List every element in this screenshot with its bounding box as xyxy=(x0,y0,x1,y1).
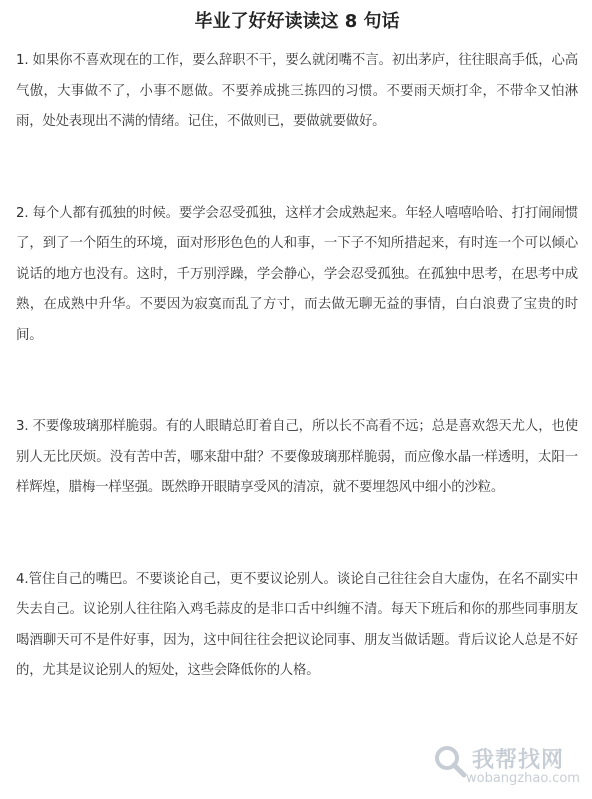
site-watermark xyxy=(432,741,582,793)
magnifier-logo-icon xyxy=(432,743,468,779)
paragraph-4: 4.管住自己的嘴巴。不要谈论自己，更不要议论别人。谈论自己往往会自大虚伪，在名不副实中失去自己。议论别人往往陷入鸡毛蒜皮的是非口舌中纠缠不清。每天下班后和你的那些同事朋友喝酒聊天可不是件好事，因为，这中间往往会把议论同事、朋友当做话题。背后议论人总是不好的，尤其是议论别人的短处，这些会降低你的人格。 xyxy=(16,571,578,678)
watermark-url: wobangzhao.com xyxy=(466,771,580,786)
paragraph-1: 1. 如果你不喜欢现在的工作，要么辞职不干，要么就闭嘴不言。初出茅庐，往往眼高手低，心高气傲，大事做不了，小事不愿做。不要养成挑三拣四的习惯。不要雨天烦打伞，不带伞又怕淋雨，处处表现出不满的情绪。记住，不做则已，要做就要做好。 xyxy=(16,53,578,129)
paragraph-3: 3. 不要像玻璃那样脆弱。有的人眼睛总盯着自己，所以长不高看不远；总是喜欢怨天尤人，也使别人无比厌烦。没有苦中苦，哪来甜中甜？不要像玻璃那样脆弱，而应像水晶一样透明，太阳一样辉煌，腊梅一样坚强。既然睁开眼睛享受风的清凉，就不要埋怨风中细小的沙粒。 xyxy=(16,419,578,495)
paragraph-2: 2. 每个人都有孤独的时候。要学会忍受孤独，这样才会成熟起来。年轻人嘻嘻哈哈、打打闹闹惯了，到了一个陌生的环境，面对形形色色的人和事，一下子不知所措起来，有时连一个可以倾心说话的地方也没有。这时，千万别浮躁，学会静心，学会忍受孤独。在孤独中思考，在思考中成熟，在成熟中升华。不要因为寂寞而乱了方寸，而去做无聊无益的事情，白白浪费了宝贵的时间。 xyxy=(16,205,578,343)
paragraph-gap xyxy=(16,138,578,199)
article-title: 毕业了好好读读这 8 句话 xyxy=(194,11,400,32)
paragraph-gap xyxy=(16,351,578,412)
watermark-text: 我帮找网 xyxy=(472,748,565,773)
paragraph-gap xyxy=(16,504,578,565)
